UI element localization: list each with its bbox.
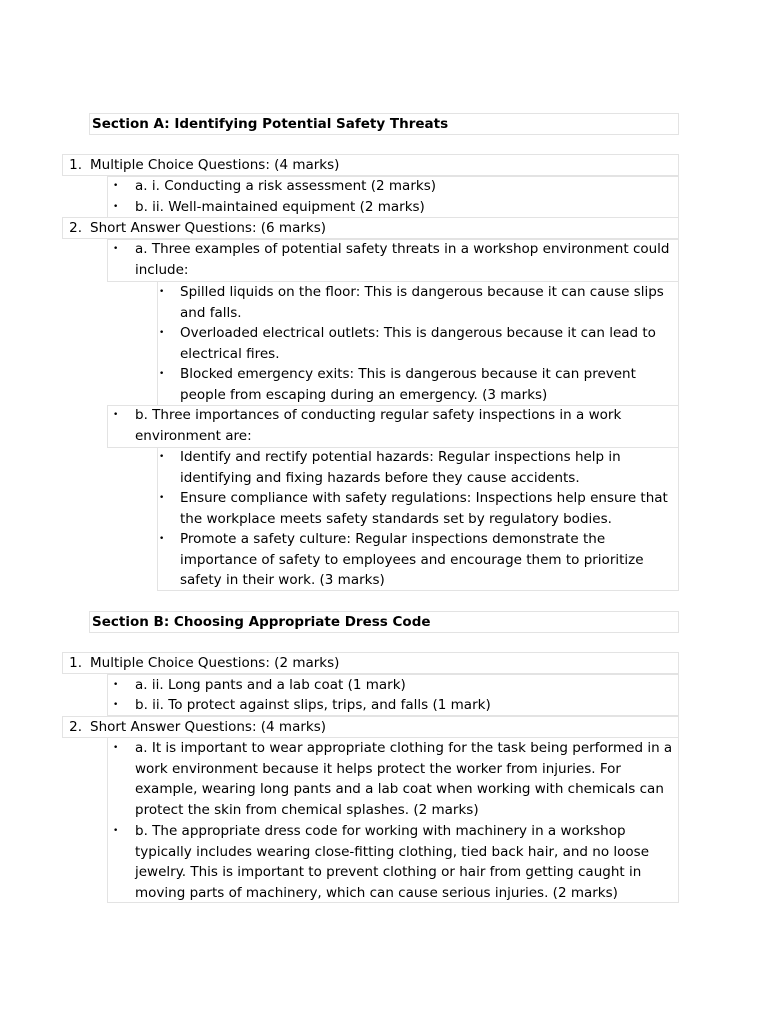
bullet-icon: • bbox=[113, 181, 119, 191]
question-number: 2. bbox=[69, 719, 82, 735]
bullet-icon: • bbox=[113, 244, 119, 254]
bullet-icon: • bbox=[113, 410, 119, 420]
question-number: 1. bbox=[69, 157, 82, 173]
question-label: Multiple Choice Questions: (2 marks) bbox=[90, 655, 340, 671]
bullet-icon: • bbox=[113, 826, 119, 836]
bullet-icon: • bbox=[113, 700, 119, 710]
bullet-icon: • bbox=[113, 743, 119, 753]
document-page: Section A: Identifying Potential Safety Threats 1. Multiple Choice Questions: (4 marks) • a. i. Conducting a risk assessment (2 marks) • b. ii. Well-maintained equipment (2 marks) 2. Short Answer Questions: (6 marks) • a. Three examples of potential safety threats in a workshop environment could include: • Spilled liquids on the floor: This is dangerous because it can cause slips and falls. • Overloaded electrical outlets: This is dangerous because it can lead to electrical fires. • Blocked emergency exits: This is dangerous because it can prevent people from escaping during an emergency. (3 marks) • b. Three importances of conducting regular safety inspections in a work environment are: • Identify and rectify potential hazards: Regular inspections help in identifying and fixing hazards before they cause accidents. • Ensure compliance with safety regulations: Inspections help ensure that the workplace meets safety standards set by regulatory bodies. • Promote a safety culture: Regular inspections demonstrate the importance of safety to employees and encourage them to prioritize safety in their work. (3 marks) Section B: Choosing Appropriate Dress Code 1. Multiple Choice Questions: (2 marks) • a. ii. Long pants and a lab coat (1 mark) • b. ii. To protect against slips, trips, and falls (1 mark) 2. Short Answer Questions: (4 marks) • a. It is important to wear appropriate clothing for the task being performed in a work environment because it helps protect the worker from injuries. For example, wearing long pants and a lab coat when working with chemicals can protect the skin from chemical splashes. (2 marks) • b. The appropriate dress code for working with machinery in a workshop typically includes wearing close-fitting clothing, tied back hair, and no loose jewelry. This is important to prevent clothing or hair from getting caught in moving parts of machinery, which can cause serious injuries. (2 marks) bbox=[0, 0, 768, 1024]
bullet-icon: • bbox=[159, 369, 165, 379]
bullet-icon: • bbox=[159, 328, 165, 338]
question-number: 2. bbox=[69, 220, 82, 236]
bullet-icon: • bbox=[159, 287, 165, 297]
bullet-icon: • bbox=[113, 680, 119, 690]
question-label: Short Answer Questions: (4 marks) bbox=[90, 719, 327, 735]
bullet-icon: • bbox=[113, 202, 119, 212]
bullet-icon: • bbox=[159, 493, 165, 503]
bullet-icon: • bbox=[159, 534, 165, 544]
section-b-heading: Section B: Choosing Appropriate Dress Code bbox=[89, 611, 679, 633]
section-a-heading: Section A: Identifying Potential Safety Threats bbox=[89, 113, 679, 135]
question-label: Short Answer Questions: (6 marks) bbox=[90, 220, 327, 236]
question-number: 1. bbox=[69, 655, 82, 671]
bullet-icon: • bbox=[159, 452, 165, 462]
question-label: Multiple Choice Questions: (4 marks) bbox=[90, 157, 340, 173]
